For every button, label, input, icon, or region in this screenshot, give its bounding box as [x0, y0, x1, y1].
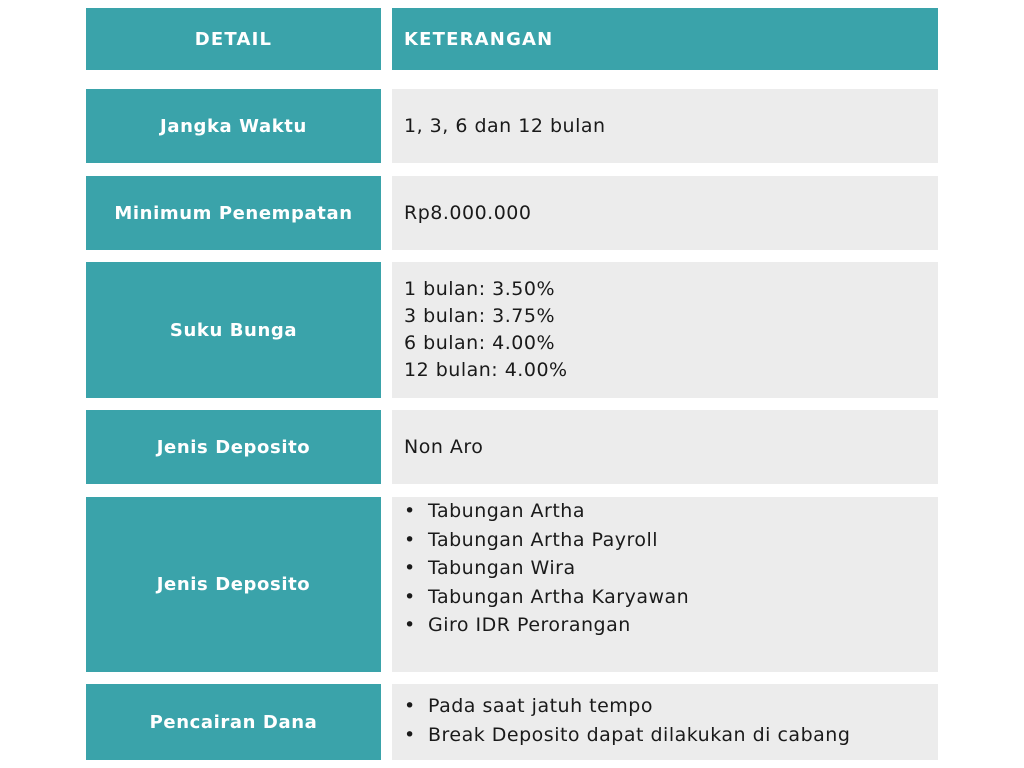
- list-item: • Tabungan Artha Karyawan: [404, 583, 689, 612]
- list-item: • Pada saat jatuh tempo: [404, 692, 850, 721]
- row-value-jenis-deposito-accounts: [392, 497, 938, 672]
- row-value-jenis-deposito: [392, 410, 938, 484]
- row-value-jangka-waktu: [392, 89, 938, 163]
- list-item: • Break Deposito dapat dilakukan di cabang: [404, 721, 850, 750]
- header-keterangan-label: KETERANGAN: [404, 28, 554, 50]
- list-item: • Tabungan Artha: [404, 497, 689, 526]
- interest-rate-line: 6 bulan: 4.00%: [404, 332, 555, 354]
- row-label-jangka-waktu: [86, 89, 381, 163]
- row-label-pencairan-dana: [86, 684, 381, 760]
- row-label-jenis-deposito: [86, 410, 381, 484]
- row-label: Jenis Deposito: [156, 574, 311, 595]
- row-value: Non Aro: [404, 436, 484, 458]
- account-type-list: [404, 497, 689, 640]
- row-label: Jangka Waktu: [160, 115, 307, 137]
- interest-rate-line: 12 bulan: 4.00%: [404, 359, 568, 381]
- row-label: Jenis Deposito: [156, 436, 311, 458]
- interest-rate-line: 1 bulan: 3.50%: [404, 278, 555, 300]
- row-value-suku-bunga: [392, 262, 938, 398]
- header-detail: [86, 8, 381, 70]
- row-label-jenis-deposito-accounts: [86, 497, 381, 672]
- row-label-minimum-penempatan: [86, 176, 381, 250]
- row-value-minimum-penempatan: [392, 176, 938, 250]
- row-value: Rp8.000.000: [404, 202, 532, 224]
- row-value-pencairan-dana: [392, 684, 938, 760]
- row-label: Suku Bunga: [169, 319, 298, 341]
- row-value: 1, 3, 6 dan 12 bulan: [404, 115, 606, 137]
- list-item: • Tabungan Wira: [404, 554, 689, 583]
- header-detail-label: DETAIL: [194, 28, 273, 50]
- row-label: Minimum Penempatan: [114, 202, 353, 224]
- disbursement-list: [404, 692, 850, 749]
- row-label-suku-bunga: [86, 262, 381, 398]
- list-item: • Tabungan Artha Payroll: [404, 526, 689, 555]
- header-keterangan: [392, 8, 938, 70]
- list-item: • Giro IDR Perorangan: [404, 611, 689, 640]
- interest-rate-line: 3 bulan: 3.75%: [404, 305, 555, 327]
- row-label: Pencairan Dana: [149, 711, 318, 733]
- interest-rate-list: [404, 276, 568, 384]
